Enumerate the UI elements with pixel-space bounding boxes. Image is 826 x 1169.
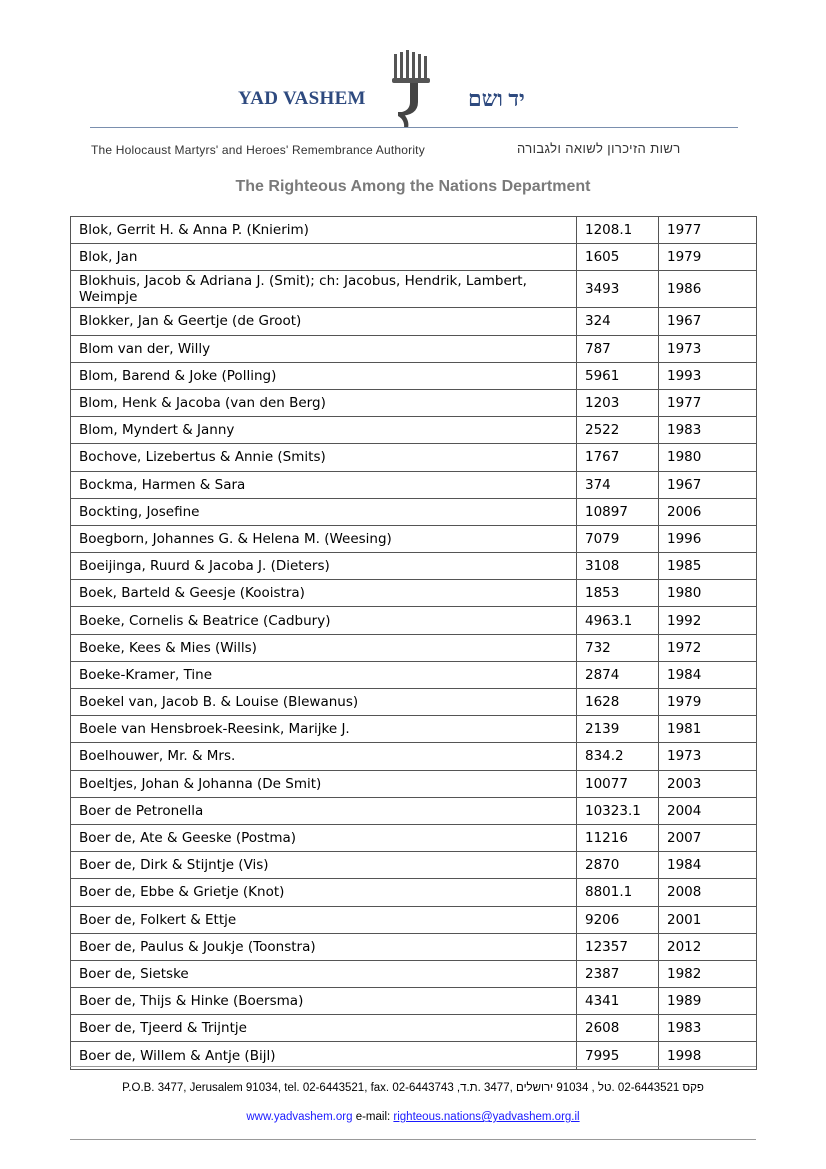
name-cell: Boeke-Kramer, Tine bbox=[71, 661, 577, 688]
file-number-cell: 10323.1 bbox=[577, 797, 659, 824]
page-header bbox=[0, 0, 826, 205]
file-number-cell: 4963.1 bbox=[577, 607, 659, 634]
table-row bbox=[71, 661, 757, 688]
year-cell: 1984 bbox=[659, 661, 757, 688]
table-body bbox=[71, 217, 757, 1070]
email-link[interactable]: righteous.nations@yadvashem.org.il bbox=[393, 1111, 580, 1123]
year-cell: 1977 bbox=[659, 389, 757, 416]
email-label: e-mail: bbox=[355, 1111, 391, 1123]
table-row bbox=[71, 553, 757, 580]
table-row bbox=[71, 852, 757, 879]
table-row bbox=[71, 607, 757, 634]
year-cell: 1984 bbox=[659, 852, 757, 879]
file-number-cell: 834.2 bbox=[577, 743, 659, 770]
table-row bbox=[71, 389, 757, 416]
file-number-cell: 1767 bbox=[577, 444, 659, 471]
righteous-names-table bbox=[70, 216, 757, 1070]
name-cell: Boegborn, Johannes G. & Helena M. (Weesing) bbox=[71, 525, 577, 552]
year-cell: 2007 bbox=[659, 824, 757, 851]
year-cell: 1983 bbox=[659, 1015, 757, 1042]
year-cell: 1977 bbox=[659, 217, 757, 244]
table-row bbox=[71, 335, 757, 362]
authority-name-english: The Holocaust Martyrs' and Heroes' Remembrance Authority bbox=[91, 143, 425, 157]
name-cell: Bockting, Josefine bbox=[71, 498, 577, 525]
name-cell: Boer de, Willem & Antje (Bijl) bbox=[71, 1042, 577, 1069]
year-cell: 1972 bbox=[659, 634, 757, 661]
name-cell: Blok, Jan bbox=[71, 244, 577, 271]
file-number-cell: 787 bbox=[577, 335, 659, 362]
table-row bbox=[71, 498, 757, 525]
table-row bbox=[71, 417, 757, 444]
table-row bbox=[71, 444, 757, 471]
department-title: The Righteous Among the Nations Department bbox=[235, 178, 591, 195]
file-number-cell: 2522 bbox=[577, 417, 659, 444]
name-cell: Boer de, Paulus & Joukje (Toonstra) bbox=[71, 933, 577, 960]
name-cell: Boek, Barteld & Geesje (Kooistra) bbox=[71, 580, 577, 607]
name-cell: Boer de, Folkert & Ettje bbox=[71, 906, 577, 933]
name-cell: Boekel van, Jacob B. & Louise (Blewanus) bbox=[71, 689, 577, 716]
table-row bbox=[71, 906, 757, 933]
file-number-cell: 2874 bbox=[577, 661, 659, 688]
year-cell: 1979 bbox=[659, 244, 757, 271]
file-number-cell: 2870 bbox=[577, 852, 659, 879]
year-cell: 1983 bbox=[659, 417, 757, 444]
name-cell: Blom, Myndert & Janny bbox=[71, 417, 577, 444]
name-cell: Blom van der, Willy bbox=[71, 335, 577, 362]
name-cell: Blom, Henk & Jacoba (van den Berg) bbox=[71, 389, 577, 416]
name-cell: Boer de, Ebbe & Grietje (Knot) bbox=[71, 879, 577, 906]
name-cell: Boer de, Tjeerd & Trijntje bbox=[71, 1015, 577, 1042]
file-number-cell: 732 bbox=[577, 634, 659, 661]
file-number-cell: 10077 bbox=[577, 770, 659, 797]
table-row bbox=[71, 1015, 757, 1042]
table-row bbox=[71, 244, 757, 271]
file-number-cell: 3108 bbox=[577, 553, 659, 580]
table-row bbox=[71, 471, 757, 498]
table-row bbox=[71, 743, 757, 770]
file-number-cell: 1605 bbox=[577, 244, 659, 271]
file-number-cell: 1208.1 bbox=[577, 217, 659, 244]
name-cell: Bockma, Harmen & Sara bbox=[71, 471, 577, 498]
year-cell: 1979 bbox=[659, 689, 757, 716]
name-cell: Blok, Gerrit H. & Anna P. (Knierim) bbox=[71, 217, 577, 244]
file-number-cell: 10897 bbox=[577, 498, 659, 525]
file-number-cell: 1203 bbox=[577, 389, 659, 416]
year-cell: 1993 bbox=[659, 362, 757, 389]
year-cell: 2003 bbox=[659, 770, 757, 797]
table-row bbox=[71, 362, 757, 389]
year-cell: 2012 bbox=[659, 933, 757, 960]
year-cell: 1973 bbox=[659, 743, 757, 770]
file-number-cell: 1853 bbox=[577, 580, 659, 607]
name-cell: Boelhouwer, Mr. & Mrs. bbox=[71, 743, 577, 770]
footer-address: P.O.B. 3477, Jerusalem 91034, tel. 02-6443521, fax. 02-6443743 ,פקס 02-6443521 .טל , 91034 ירושלים ,3477 .ת.ד bbox=[122, 1082, 704, 1094]
file-number-cell: 5961 bbox=[577, 362, 659, 389]
name-cell: Boeke, Cornelis & Beatrice (Cadbury) bbox=[71, 607, 577, 634]
name-cell: Boer de Petronella bbox=[71, 797, 577, 824]
name-cell: Boeijinga, Ruurd & Jacoba J. (Dieters) bbox=[71, 553, 577, 580]
file-number-cell: 9206 bbox=[577, 906, 659, 933]
table-row bbox=[71, 271, 757, 308]
file-number-cell: 8801.1 bbox=[577, 879, 659, 906]
table-row bbox=[71, 689, 757, 716]
table-row bbox=[71, 716, 757, 743]
year-cell: 1998 bbox=[659, 1042, 757, 1069]
file-number-cell: 2387 bbox=[577, 960, 659, 987]
table-row bbox=[71, 525, 757, 552]
file-number-cell: 11216 bbox=[577, 824, 659, 851]
file-number-cell: 374 bbox=[577, 471, 659, 498]
authority-name-hebrew: רשות הזיכרון לשואה ולגבורה bbox=[517, 141, 681, 156]
header-divider bbox=[90, 127, 738, 128]
file-number-cell: 7079 bbox=[577, 525, 659, 552]
name-cell: Bochove, Lizebertus & Annie (Smits) bbox=[71, 444, 577, 471]
year-cell: 2008 bbox=[659, 879, 757, 906]
yad-vashem-logo-icon bbox=[388, 50, 438, 128]
table-row bbox=[71, 770, 757, 797]
year-cell: 1967 bbox=[659, 471, 757, 498]
year-cell: 1996 bbox=[659, 525, 757, 552]
website-link[interactable]: www.yadvashem.org bbox=[246, 1111, 353, 1123]
year-cell: 1980 bbox=[659, 444, 757, 471]
year-cell: 1981 bbox=[659, 716, 757, 743]
table-row bbox=[71, 988, 757, 1015]
year-cell: 1980 bbox=[659, 580, 757, 607]
table-row bbox=[71, 824, 757, 851]
table-row bbox=[71, 960, 757, 987]
table-row bbox=[71, 797, 757, 824]
file-number-cell: 4341 bbox=[577, 988, 659, 1015]
footer-contact bbox=[0, 1111, 826, 1123]
year-cell: 1973 bbox=[659, 335, 757, 362]
year-cell: 1967 bbox=[659, 308, 757, 335]
file-number-cell: 7995 bbox=[577, 1042, 659, 1069]
table-row bbox=[71, 308, 757, 335]
name-cell: Boeke, Kees & Mies (Wills) bbox=[71, 634, 577, 661]
name-cell: Blokhuis, Jacob & Adriana J. (Smit); ch: Jacobus, Hendrik, Lambert, Weimpje bbox=[71, 271, 577, 308]
year-cell: 2004 bbox=[659, 797, 757, 824]
logo-text-hebrew: יד ושם bbox=[468, 86, 525, 111]
file-number-cell: 3493 bbox=[577, 271, 659, 308]
table-row bbox=[71, 580, 757, 607]
file-number-cell: 12357 bbox=[577, 933, 659, 960]
table-row bbox=[71, 879, 757, 906]
year-cell: 1992 bbox=[659, 607, 757, 634]
logo-text-english: YAD VASHEM bbox=[238, 88, 366, 109]
name-cell: Boer de, Thijs & Hinke (Boersma) bbox=[71, 988, 577, 1015]
file-number-cell: 2608 bbox=[577, 1015, 659, 1042]
footer-divider-top bbox=[70, 1066, 756, 1067]
name-cell: Blokker, Jan & Geertje (de Groot) bbox=[71, 308, 577, 335]
table-row bbox=[71, 217, 757, 244]
name-cell: Boer de, Sietske bbox=[71, 960, 577, 987]
name-cell: Boeltjes, Johan & Johanna (De Smit) bbox=[71, 770, 577, 797]
year-cell: 1985 bbox=[659, 553, 757, 580]
year-cell: 1989 bbox=[659, 988, 757, 1015]
name-cell: Blom, Barend & Joke (Polling) bbox=[71, 362, 577, 389]
table-row bbox=[71, 634, 757, 661]
name-cell: Boele van Hensbroek-Reesink, Marijke J. bbox=[71, 716, 577, 743]
footer-divider-bottom bbox=[70, 1139, 756, 1140]
table-row bbox=[71, 933, 757, 960]
year-cell: 1986 bbox=[659, 271, 757, 308]
file-number-cell: 1628 bbox=[577, 689, 659, 716]
file-number-cell: 2139 bbox=[577, 716, 659, 743]
year-cell: 2001 bbox=[659, 906, 757, 933]
name-cell: Boer de, Dirk & Stijntje (Vis) bbox=[71, 852, 577, 879]
year-cell: 1982 bbox=[659, 960, 757, 987]
name-cell: Boer de, Ate & Geeske (Postma) bbox=[71, 824, 577, 851]
year-cell: 2006 bbox=[659, 498, 757, 525]
file-number-cell: 324 bbox=[577, 308, 659, 335]
